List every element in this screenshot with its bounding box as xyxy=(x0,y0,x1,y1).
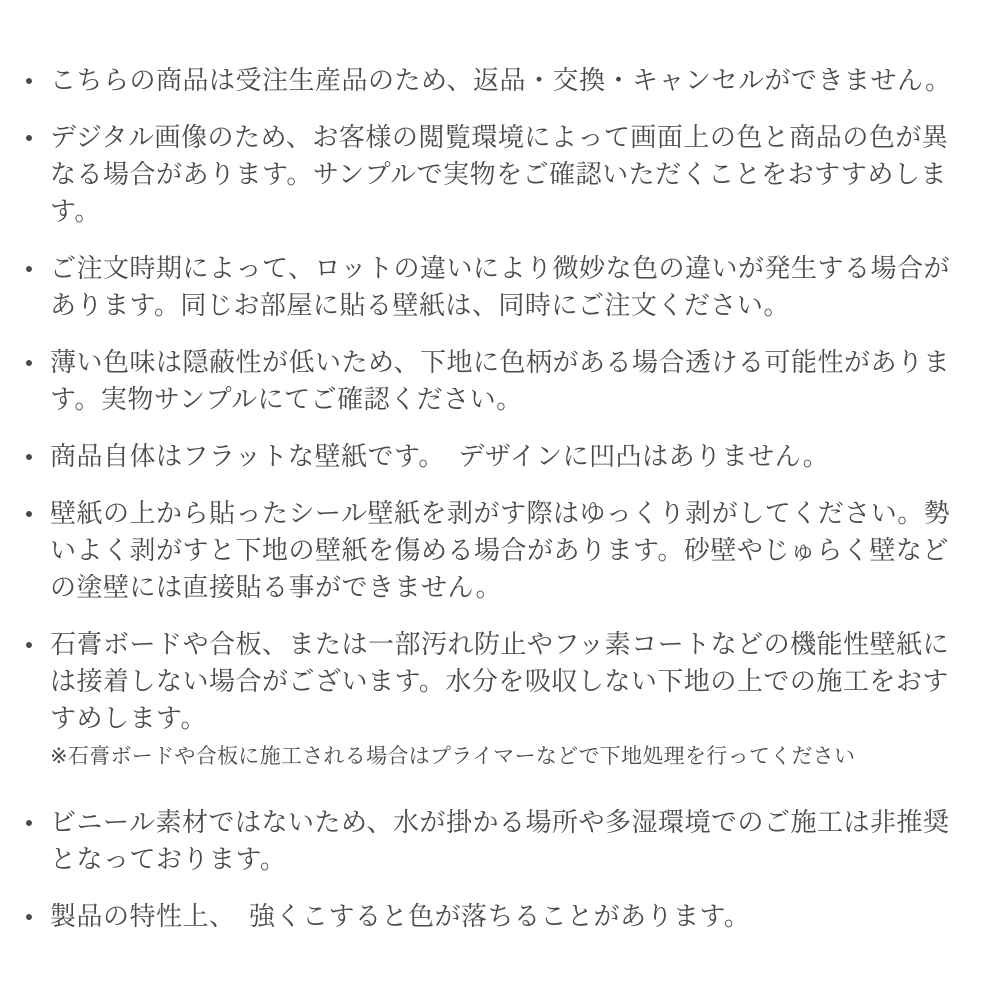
note-item xyxy=(0,495,962,606)
note-item xyxy=(0,119,962,230)
note-text: 商品自体はフラットな壁紙です。 デザインに凹凸はありません。 xyxy=(50,441,830,471)
note-item xyxy=(0,898,962,935)
note-text: 製品の特性上、 強くこすると色が落ちることがあります。 xyxy=(50,901,751,931)
note-item xyxy=(0,804,962,878)
note-item xyxy=(0,344,962,418)
bullet-icon xyxy=(26,266,32,272)
note-text: ご注文時期によって、ロットの違いにより微妙な色の違いが発生する場合があります。同じお部屋に貼る壁紙は、同時にご注文ください。 xyxy=(50,253,950,320)
note-text: デジタル画像のため、お客様の閲覧環境によって画面上の色と商品の色が異なる場合があります。サンプルで実物をご確認いただくことをおすすめします。 xyxy=(50,122,949,226)
note-item xyxy=(0,626,962,773)
note-text: 薄い色味は隠蔽性が低いため、下地に色柄がある場合透ける可能性があります。実物サンプルにてご確認ください。 xyxy=(50,347,950,414)
bullet-icon xyxy=(26,135,32,141)
bullet-icon xyxy=(26,454,32,460)
bullet-icon xyxy=(26,820,32,826)
note-item xyxy=(0,62,962,99)
note-text: 石膏ボードや合板、または一部汚れ防止やフッ素コートなどの機能性壁紙には接着しない場合がございます。水分を吸収しない下地の上での施工をおすすめします。 xyxy=(50,629,950,733)
note-item xyxy=(0,250,962,324)
notes-list xyxy=(0,62,962,935)
note-text: ビニール素材ではないため、水が掛かる場所や多湿環境でのご施工は非推奨となっております。 xyxy=(50,807,950,874)
note-text: 壁紙の上から貼ったシール壁紙を剥がす際はゆっくり剥がしてください。勢いよく剥がすと下地の壁紙を傷める場合があります。砂壁やじゅらく壁などの塗壁には直接貼る事ができません。 xyxy=(50,498,951,602)
note-text: こちらの商品は受注生産品のため、返品・交換・キャンセルができません。 xyxy=(50,65,952,95)
bullet-icon xyxy=(26,78,32,84)
bullet-icon xyxy=(26,642,32,648)
bullet-icon xyxy=(26,511,32,517)
bullet-icon xyxy=(26,360,32,366)
bullet-icon xyxy=(26,914,32,920)
note-subnote: ※石膏ボードや合板に施工される場合はプライマーなどで下地処理を行ってください xyxy=(50,745,856,768)
note-item xyxy=(0,438,962,475)
